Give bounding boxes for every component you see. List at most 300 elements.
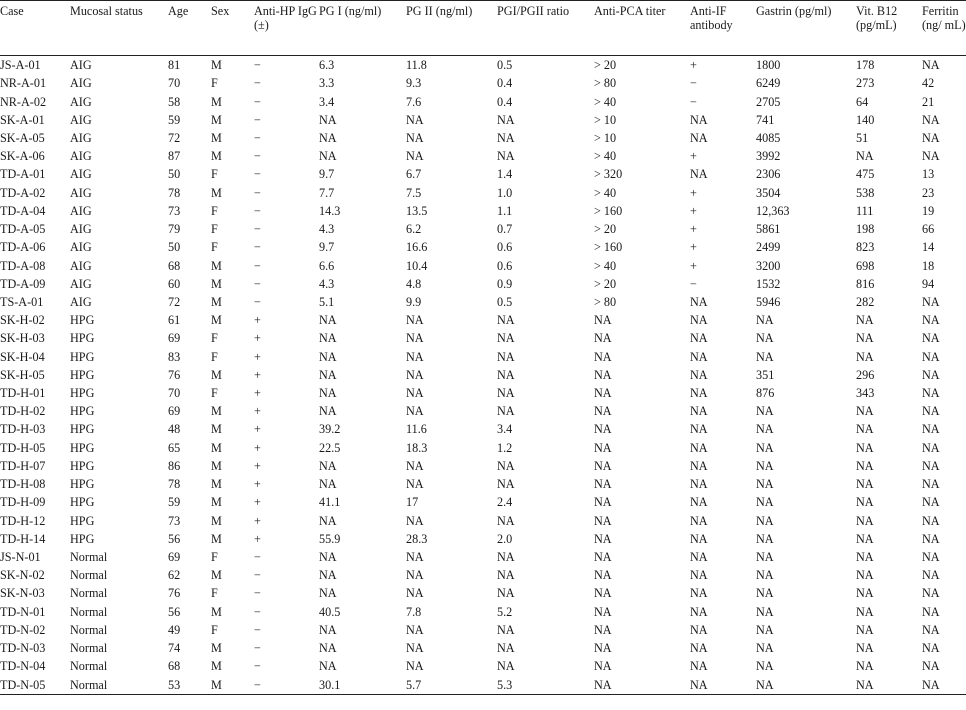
cell-pgi-pgii-ratio: 3.4: [497, 422, 513, 437]
cell-anti-if-antibody: NA: [690, 675, 756, 694]
cell-vit-b12: 343: [856, 386, 875, 401]
cell-case: SK-H-02: [0, 313, 45, 328]
cell-mucosal-status: AIG: [70, 112, 92, 127]
cell-pg-i: NA: [319, 404, 337, 419]
cell-vit-b12: NA: [856, 477, 874, 492]
cell-sex: F: [211, 349, 218, 364]
cell-pg-ii: NA: [406, 641, 424, 656]
cell-mucosal-status: AIG: [70, 149, 92, 164]
cell-pg-ii: 9.9: [406, 294, 422, 309]
cell-vit-b12: 538: [856, 185, 875, 200]
cell-sex: F: [211, 76, 218, 91]
cell-anti-pca-titer: > 20: [594, 222, 617, 237]
cell-anti-hp-igg: +: [254, 313, 261, 328]
cell-age: 59: [168, 112, 181, 127]
cell-mucosal-status: Normal: [70, 675, 168, 694]
cell-age: 48: [168, 422, 181, 437]
cell-anti-pca-titer: NA: [594, 458, 612, 473]
cell-pg-ii: NA: [406, 568, 424, 583]
cell-gastrin: NA: [756, 477, 774, 492]
column-header-sex: Sex: [211, 1, 254, 56]
cell-pgi-pgii-ratio: 0.4: [497, 76, 513, 91]
cell-sex: M: [211, 258, 222, 273]
cell-gastrin: 876: [756, 386, 775, 401]
cell-sex: M: [211, 313, 222, 328]
cell-ferritin: NA: [922, 349, 940, 364]
cell-anti-if-antibody: −: [690, 76, 697, 91]
cell-pg-ii: NA: [406, 622, 424, 637]
cell-age: 87: [168, 149, 181, 164]
cell-case: SK-A-05: [0, 130, 45, 145]
table-row: [0, 366, 966, 384]
cell-anti-hp-igg: −: [254, 76, 261, 91]
cell-case: TD-H-08: [0, 477, 46, 492]
cell-pg-i: 41.1: [319, 495, 341, 510]
cell-pg-i: NA: [319, 149, 337, 164]
cell-case: SK-A-01: [0, 112, 45, 127]
cell-anti-pca-titer: NA: [594, 586, 612, 601]
cell-ferritin: NA: [922, 367, 940, 382]
cell-anti-pca-titer: NA: [594, 331, 612, 346]
cell-anti-if-antibody: +: [690, 58, 697, 73]
cell-pgi-pgii-ratio: 1.4: [497, 167, 513, 182]
cell-pg-i: 30.1: [319, 675, 406, 694]
cell-gastrin: NA: [756, 458, 774, 473]
cell-pgi-pgii-ratio: NA: [497, 513, 515, 528]
cell-pg-ii: 28.3: [406, 531, 428, 546]
cell-pg-ii: NA: [406, 586, 424, 601]
cell-age: 70: [168, 386, 181, 401]
cell-sex: M: [211, 568, 222, 583]
cell-case: TS-A-01: [0, 294, 44, 309]
cell-pg-ii: 6.2: [406, 222, 422, 237]
cell-mucosal-status: AIG: [70, 130, 92, 145]
cell-vit-b12: 64: [856, 94, 869, 109]
cell-sex: M: [211, 675, 254, 694]
cell-gastrin: NA: [756, 531, 774, 546]
cell-ferritin: NA: [922, 622, 940, 637]
cell-mucosal-status: AIG: [70, 185, 92, 200]
cell-pg-i: NA: [319, 386, 337, 401]
cell-sex: M: [211, 659, 222, 674]
cell-pg-ii: NA: [406, 404, 424, 419]
cell-pg-ii: 13.5: [406, 203, 428, 218]
cell-pg-ii: 11.6: [406, 422, 427, 437]
cell-sex: M: [211, 531, 222, 546]
cell-case: TD-H-09: [0, 495, 46, 510]
cell-ferritin: NA: [922, 313, 940, 328]
cell-anti-pca-titer: NA: [594, 622, 612, 637]
cell-mucosal-status: HPG: [70, 458, 95, 473]
table-row: [0, 384, 966, 402]
cell-ferritin: NA: [922, 604, 940, 619]
cell-pg-ii: NA: [406, 130, 424, 145]
table-row: [0, 548, 966, 566]
table-row: [0, 402, 966, 420]
cell-case: TD-N-04: [0, 659, 46, 674]
cell-gastrin: 3200: [756, 258, 781, 273]
cell-pg-i: NA: [319, 586, 337, 601]
cell-sex: M: [211, 94, 222, 109]
cell-anti-if-antibody: NA: [690, 531, 708, 546]
cell-pg-i: 9.7: [319, 240, 335, 255]
cell-case: TD-N-05: [0, 675, 70, 694]
cell-age: 73: [168, 513, 181, 528]
cell-gastrin: NA: [756, 604, 774, 619]
table-row: [0, 275, 966, 293]
cell-anti-hp-igg: +: [254, 458, 261, 473]
cell-pg-ii: 17: [406, 495, 419, 510]
cell-age: 53: [168, 675, 211, 694]
cell-pg-ii: NA: [406, 513, 424, 528]
cell-ferritin: NA: [922, 675, 966, 694]
cell-anti-pca-titer: > 40: [594, 94, 617, 109]
cell-anti-if-antibody: NA: [690, 550, 708, 565]
cell-sex: M: [211, 477, 222, 492]
cell-pgi-pgii-ratio: NA: [497, 386, 515, 401]
cell-age: 76: [168, 367, 181, 382]
cell-gastrin: 351: [756, 367, 775, 382]
cell-vit-b12: NA: [856, 404, 874, 419]
cell-age: 56: [168, 604, 181, 619]
cell-vit-b12: NA: [856, 313, 874, 328]
cell-anti-hp-igg: −: [254, 112, 261, 127]
cell-pg-ii: NA: [406, 550, 424, 565]
cell-anti-hp-igg: −: [254, 622, 261, 637]
cell-anti-pca-titer: NA: [594, 513, 612, 528]
cell-age: 49: [168, 622, 181, 637]
cell-mucosal-status: HPG: [70, 477, 95, 492]
cell-case: TD-H-02: [0, 404, 46, 419]
cell-vit-b12: 282: [856, 294, 875, 309]
cell-pgi-pgii-ratio: 2.0: [497, 531, 513, 546]
cell-sex: M: [211, 422, 222, 437]
cell-ferritin: 66: [922, 222, 935, 237]
cell-anti-hp-igg: +: [254, 495, 261, 510]
cell-anti-if-antibody: −: [690, 94, 697, 109]
cell-pgi-pgii-ratio: NA: [497, 641, 515, 656]
cell-age: 78: [168, 477, 181, 492]
cell-mucosal-status: AIG: [70, 167, 92, 182]
table-row: [0, 457, 966, 475]
cell-pgi-pgii-ratio: 0.7: [497, 222, 513, 237]
cell-gastrin: 5946: [756, 294, 781, 309]
cell-age: 73: [168, 203, 181, 218]
table-row: [0, 129, 966, 147]
cell-pgi-pgii-ratio: NA: [497, 586, 515, 601]
cell-sex: M: [211, 513, 222, 528]
cell-vit-b12: NA: [856, 550, 874, 565]
cell-case: TD-A-08: [0, 258, 46, 273]
cell-gastrin: 6249: [756, 76, 781, 91]
cell-anti-if-antibody: NA: [690, 440, 708, 455]
cell-ferritin: NA: [922, 112, 940, 127]
cell-anti-hp-igg: −: [254, 276, 261, 291]
cell-pg-ii: 11.8: [406, 58, 427, 73]
cell-anti-if-antibody: +: [690, 258, 697, 273]
cell-pgi-pgii-ratio: 0.5: [497, 294, 513, 309]
cell-vit-b12: NA: [856, 675, 922, 694]
cell-ferritin: NA: [922, 568, 940, 583]
cell-anti-if-antibody: NA: [690, 586, 708, 601]
table-row: [0, 74, 966, 92]
cell-anti-if-antibody: NA: [690, 622, 708, 637]
cell-pg-ii: NA: [406, 112, 424, 127]
cell-ferritin: NA: [922, 294, 940, 309]
cell-pg-i: 40.5: [319, 604, 341, 619]
cell-age: 56: [168, 531, 181, 546]
cell-sex: M: [211, 294, 222, 309]
cell-pgi-pgii-ratio: NA: [497, 130, 515, 145]
cell-anti-if-antibody: NA: [690, 313, 708, 328]
cell-vit-b12: NA: [856, 641, 874, 656]
cell-anti-pca-titer: > 20: [594, 58, 617, 73]
table-row: [0, 184, 966, 202]
table-row: [0, 603, 966, 621]
cell-gastrin: 2306: [756, 167, 781, 182]
cell-vit-b12: 475: [856, 167, 875, 182]
cell-anti-if-antibody: NA: [690, 167, 708, 182]
cell-age: 59: [168, 495, 181, 510]
cell-sex: M: [211, 58, 222, 73]
cell-anti-if-antibody: NA: [690, 458, 708, 473]
cell-pg-ii: 4.8: [406, 276, 422, 291]
column-header-pg-ii: PG II (ng/ml): [406, 1, 497, 56]
table-row: [0, 621, 966, 639]
table-row: [0, 584, 966, 602]
cell-ferritin: 23: [922, 185, 935, 200]
cell-sex: M: [211, 112, 222, 127]
cell-anti-pca-titer: NA: [594, 641, 612, 656]
cell-anti-if-antibody: NA: [690, 477, 708, 492]
table-row: [0, 165, 966, 183]
cell-case: TD-H-03: [0, 422, 46, 437]
cell-anti-if-antibody: NA: [690, 422, 708, 437]
cell-pg-ii: 7.8: [406, 604, 422, 619]
cell-ferritin: 14: [922, 240, 935, 255]
cell-sex: M: [211, 495, 222, 510]
cell-pg-i: 39.2: [319, 422, 341, 437]
table-row: [0, 511, 966, 529]
cell-mucosal-status: Normal: [70, 641, 108, 656]
cell-ferritin: NA: [922, 513, 940, 528]
cell-ferritin: NA: [922, 440, 940, 455]
cell-anti-if-antibody: +: [690, 203, 697, 218]
cell-sex: M: [211, 185, 222, 200]
cell-ferritin: 19: [922, 203, 935, 218]
table-row: [0, 420, 966, 438]
cell-pgi-pgii-ratio: NA: [497, 477, 515, 492]
table-row: [0, 220, 966, 238]
cell-anti-hp-igg: +: [254, 349, 261, 364]
table-row: [0, 493, 966, 511]
cell-ferritin: 18: [922, 258, 935, 273]
cell-pg-i: NA: [319, 659, 337, 674]
cell-anti-pca-titer: > 320: [594, 167, 623, 182]
column-header-ferritin: Ferritin (ng/ mL): [922, 1, 966, 56]
cell-gastrin: NA: [756, 513, 774, 528]
cell-vit-b12: 111: [856, 203, 874, 218]
cell-case: TD-H-05: [0, 440, 46, 455]
cell-vit-b12: 140: [856, 112, 875, 127]
cell-sex: M: [211, 404, 222, 419]
cell-pg-ii: 16.6: [406, 240, 428, 255]
cell-anti-hp-igg: −: [254, 222, 261, 237]
cell-mucosal-status: AIG: [70, 276, 92, 291]
cell-case: TD-N-01: [0, 604, 46, 619]
cell-gastrin: 1532: [756, 276, 781, 291]
cell-case: TD-N-02: [0, 622, 46, 637]
cell-sex: M: [211, 458, 222, 473]
column-header-case: Case: [0, 1, 70, 56]
cell-case: NR-A-01: [0, 76, 47, 91]
cell-anti-hp-igg: −: [254, 258, 261, 273]
column-header-anti-pca-titer: Anti-PCA titer: [594, 1, 690, 56]
cell-sex: F: [211, 240, 218, 255]
cell-sex: M: [211, 276, 222, 291]
cell-pgi-pgii-ratio: NA: [497, 367, 515, 382]
cell-mucosal-status: HPG: [70, 531, 95, 546]
cell-vit-b12: NA: [856, 331, 874, 346]
cell-sex: M: [211, 130, 222, 145]
cell-mucosal-status: AIG: [70, 76, 92, 91]
cell-gastrin: 741: [756, 112, 775, 127]
cell-anti-if-antibody: +: [690, 240, 697, 255]
cell-mucosal-status: Normal: [70, 550, 108, 565]
cell-case: TD-A-04: [0, 203, 46, 218]
cell-mucosal-status: HPG: [70, 513, 95, 528]
cell-anti-pca-titer: NA: [594, 367, 612, 382]
cell-pg-ii: 18.3: [406, 440, 428, 455]
cell-anti-pca-titer: > 40: [594, 149, 617, 164]
table-row: [0, 329, 966, 347]
column-header-gastrin: Gastrin (pg/ml): [756, 1, 856, 56]
cell-anti-hp-igg: −: [254, 675, 319, 694]
cell-pg-ii: NA: [406, 367, 424, 382]
cell-vit-b12: NA: [856, 149, 874, 164]
cell-vit-b12: NA: [856, 513, 874, 528]
cell-gastrin: NA: [756, 659, 774, 674]
cell-anti-hp-igg: −: [254, 586, 261, 601]
cell-vit-b12: 296: [856, 367, 875, 382]
cell-mucosal-status: AIG: [70, 203, 92, 218]
cell-vit-b12: NA: [856, 458, 874, 473]
cell-case: TD-A-01: [0, 167, 46, 182]
cell-case: SK-A-06: [0, 149, 45, 164]
cell-case: TD-A-05: [0, 222, 46, 237]
cell-pg-i: NA: [319, 477, 337, 492]
cell-anti-pca-titer: NA: [594, 550, 612, 565]
cell-pg-i: NA: [319, 331, 337, 346]
cell-anti-pca-titer: NA: [594, 675, 690, 694]
cell-pg-i: NA: [319, 568, 337, 583]
cell-pgi-pgii-ratio: NA: [497, 458, 515, 473]
cell-vit-b12: NA: [856, 659, 874, 674]
cell-case: SK-H-04: [0, 349, 45, 364]
cell-age: 83: [168, 349, 181, 364]
cell-pg-i: 6.3: [319, 58, 335, 73]
cell-ferritin: NA: [922, 331, 940, 346]
cell-anti-if-antibody: NA: [690, 404, 708, 419]
cell-anti-if-antibody: NA: [690, 367, 708, 382]
cell-pgi-pgii-ratio: NA: [497, 568, 515, 583]
cell-pg-i: 3.4: [319, 94, 335, 109]
cell-case: TD-N-03: [0, 641, 46, 656]
cell-pgi-pgii-ratio: 5.3: [497, 675, 594, 694]
cell-vit-b12: 816: [856, 276, 875, 291]
cell-anti-hp-igg: −: [254, 568, 261, 583]
cell-pg-ii: NA: [406, 659, 424, 674]
cell-pg-ii: NA: [406, 331, 424, 346]
cell-sex: M: [211, 149, 222, 164]
cell-vit-b12: NA: [856, 586, 874, 601]
cell-anti-pca-titer: NA: [594, 659, 612, 674]
cell-vit-b12: NA: [856, 568, 874, 583]
cell-pgi-pgii-ratio: 0.9: [497, 276, 513, 291]
cell-anti-pca-titer: NA: [594, 386, 612, 401]
cell-pg-ii: NA: [406, 313, 424, 328]
cell-pg-i: 4.3: [319, 222, 335, 237]
cell-ferritin: NA: [922, 531, 940, 546]
cell-gastrin: NA: [756, 313, 774, 328]
table-row: [0, 439, 966, 457]
cell-age: 78: [168, 185, 181, 200]
cell-anti-hp-igg: +: [254, 477, 261, 492]
cell-pg-i: NA: [319, 367, 337, 382]
cell-anti-pca-titer: > 80: [594, 76, 617, 91]
cell-age: 76: [168, 586, 181, 601]
cell-pg-i: 55.9: [319, 531, 341, 546]
column-header-anti-if-antibody: Anti-IF antibody: [690, 1, 756, 56]
cell-gastrin: NA: [756, 568, 774, 583]
cell-mucosal-status: HPG: [70, 440, 95, 455]
cell-pg-ii: 9.3: [406, 76, 422, 91]
cell-pg-i: 9.7: [319, 167, 335, 182]
cell-mucosal-status: Normal: [70, 568, 108, 583]
table-row: [0, 311, 966, 329]
cell-age: 50: [168, 240, 181, 255]
cell-gastrin: 4085: [756, 130, 781, 145]
cell-gastrin: NA: [756, 586, 774, 601]
cell-vit-b12: NA: [856, 495, 874, 510]
table-row: [0, 238, 966, 256]
cell-age: 69: [168, 331, 181, 346]
table-row: [0, 566, 966, 584]
header-row: [0, 1, 966, 56]
column-header-anti-hp-igg: Anti-HP IgG (±): [254, 1, 319, 56]
table-body: [0, 56, 966, 695]
cell-ferritin: NA: [922, 404, 940, 419]
cell-mucosal-status: AIG: [70, 222, 92, 237]
cell-gastrin: 3992: [756, 149, 781, 164]
cell-ferritin: NA: [922, 130, 940, 145]
cell-anti-if-antibody: NA: [690, 659, 708, 674]
cell-pg-i: NA: [319, 641, 337, 656]
table-row: [0, 256, 966, 274]
cell-pg-ii: NA: [406, 477, 424, 492]
cell-case: NR-A-02: [0, 94, 47, 109]
cell-anti-pca-titer: NA: [594, 604, 612, 619]
cell-age: 65: [168, 440, 181, 455]
cell-anti-pca-titer: > 10: [594, 130, 617, 145]
cell-anti-if-antibody: NA: [690, 604, 708, 619]
cell-gastrin: NA: [756, 422, 774, 437]
cell-ferritin: NA: [922, 422, 940, 437]
cell-pg-i: NA: [319, 513, 337, 528]
cell-age: 72: [168, 294, 181, 309]
cell-sex: F: [211, 386, 218, 401]
cell-anti-pca-titer: NA: [594, 422, 612, 437]
